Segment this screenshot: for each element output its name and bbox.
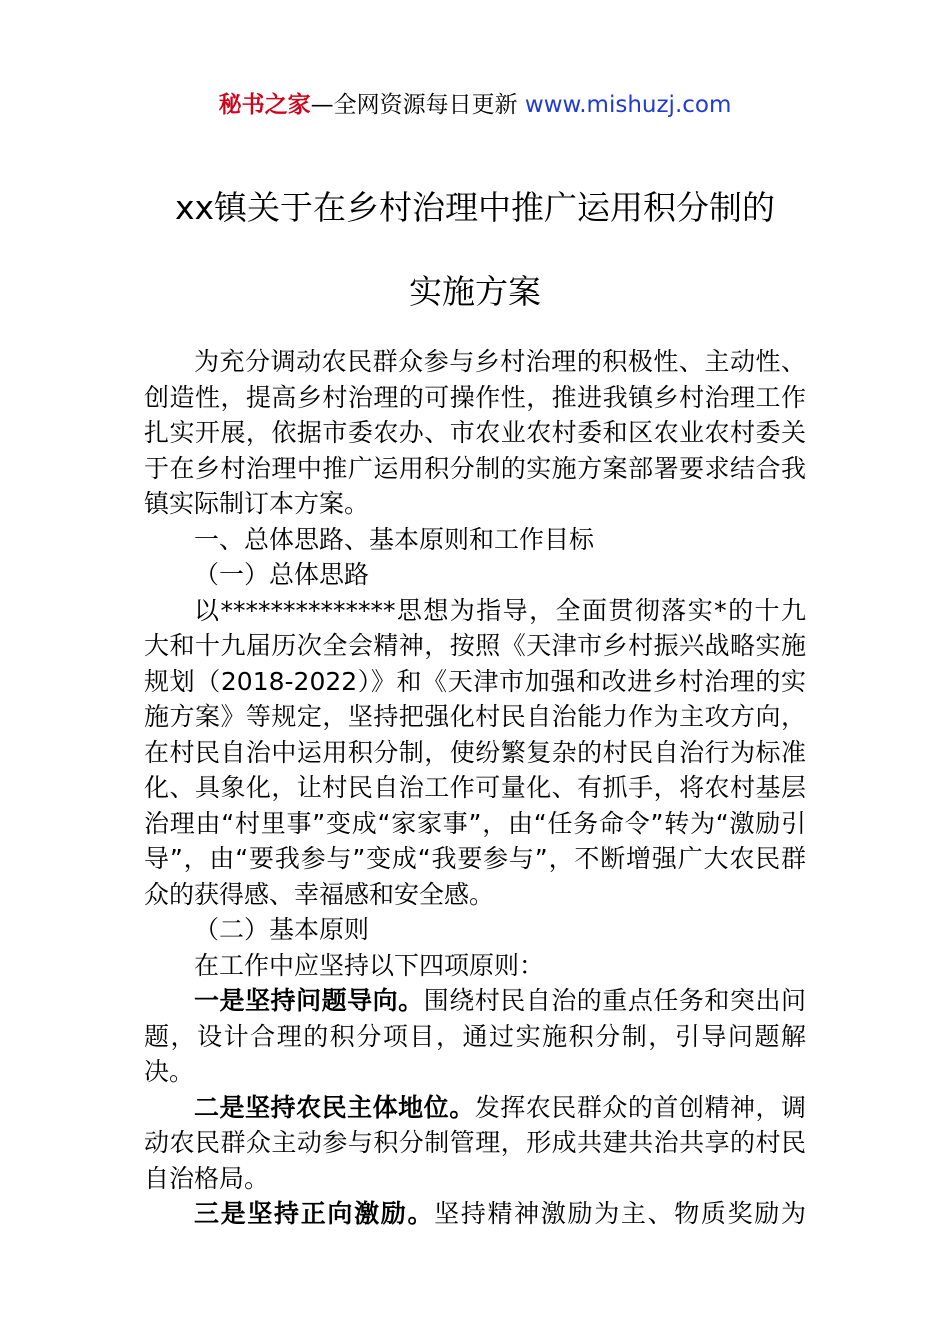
subsection-1-paragraph: 以**************思想为指导，全面贯彻落实*的十九大和十九届历次全会精神，按照《天津市乡村振兴战略实施规划（2018-2022）》和《天津市加强和改进乡村治理的实施方案》等规定，坚持把强化村民自治能力作为主攻方向，在村民自治中运用积分制，使纷繁复杂的村民自治行为标准化、具象化，让村民自治工作可量化、有抓手，将农村基层治理由“村里事”变成“家家事”，由“任务命令”转为“激励引导”，由“要我参与”变成“我要参与”，不断增强广大农民群众的获得感、幸福感和安全感。: [144, 595, 806, 909]
principle-3-text: 坚持精神激励为主、物质奖励为: [434, 1199, 806, 1228]
intro-paragraph: 为充分调动农民群众参与乡村治理的积极性、主动性、创造性，提高乡村治理的可操作性，推进我镇乡村治理工作扎实开展，依据市委农办、市农业农村委和区农业农村委关于在乡村治理中推广运用积分制的实施方案部署要求结合我镇实际制订本方案。: [144, 347, 806, 518]
principle-2-lead: 二是坚持农民主体地位。: [194, 1092, 475, 1122]
section-1-heading: 一、总体思路、基本原则和工作目标: [194, 524, 595, 554]
principle-1-text: 围绕村民自治的重点任务和突出问题，设计合理的积分项目，通过实施积分制，引导问题解决。: [144, 986, 806, 1086]
site-header: [0, 88, 950, 122]
principle-2-text: 发挥农民群众的首创精神，调动农民群众主动参与积分制管理，形成共建共治共享的村民自治格局。: [144, 1092, 806, 1193]
subsection-1-heading: （一）总体思路: [194, 560, 370, 589]
document-title-line-1: xx镇关于在乡村治理中推广运用积分制的: [174, 188, 776, 227]
principle-1-paragraph: [144, 983, 806, 1090]
principle-2-paragraph: [144, 1090, 806, 1197]
principle-3-lead: 三是坚持正向激励。: [194, 1199, 435, 1228]
site-tagline: —全网资源每日更新: [310, 92, 525, 118]
document-body: [144, 344, 806, 1232]
principle-1-lead: 一是坚持问题导向。: [194, 986, 424, 1015]
site-brand: 秘书之家: [218, 92, 311, 118]
principle-3-paragraph: [144, 1196, 806, 1232]
document-title-line-2: 实施方案: [409, 272, 541, 311]
subsection-2-intro: 在工作中应坚持以下四项原则：: [194, 950, 545, 980]
site-url-link[interactable]: www.mishuzj.com: [524, 92, 732, 118]
subsection-2-heading: （二）基本原则: [194, 915, 370, 944]
document-title: [0, 184, 950, 316]
